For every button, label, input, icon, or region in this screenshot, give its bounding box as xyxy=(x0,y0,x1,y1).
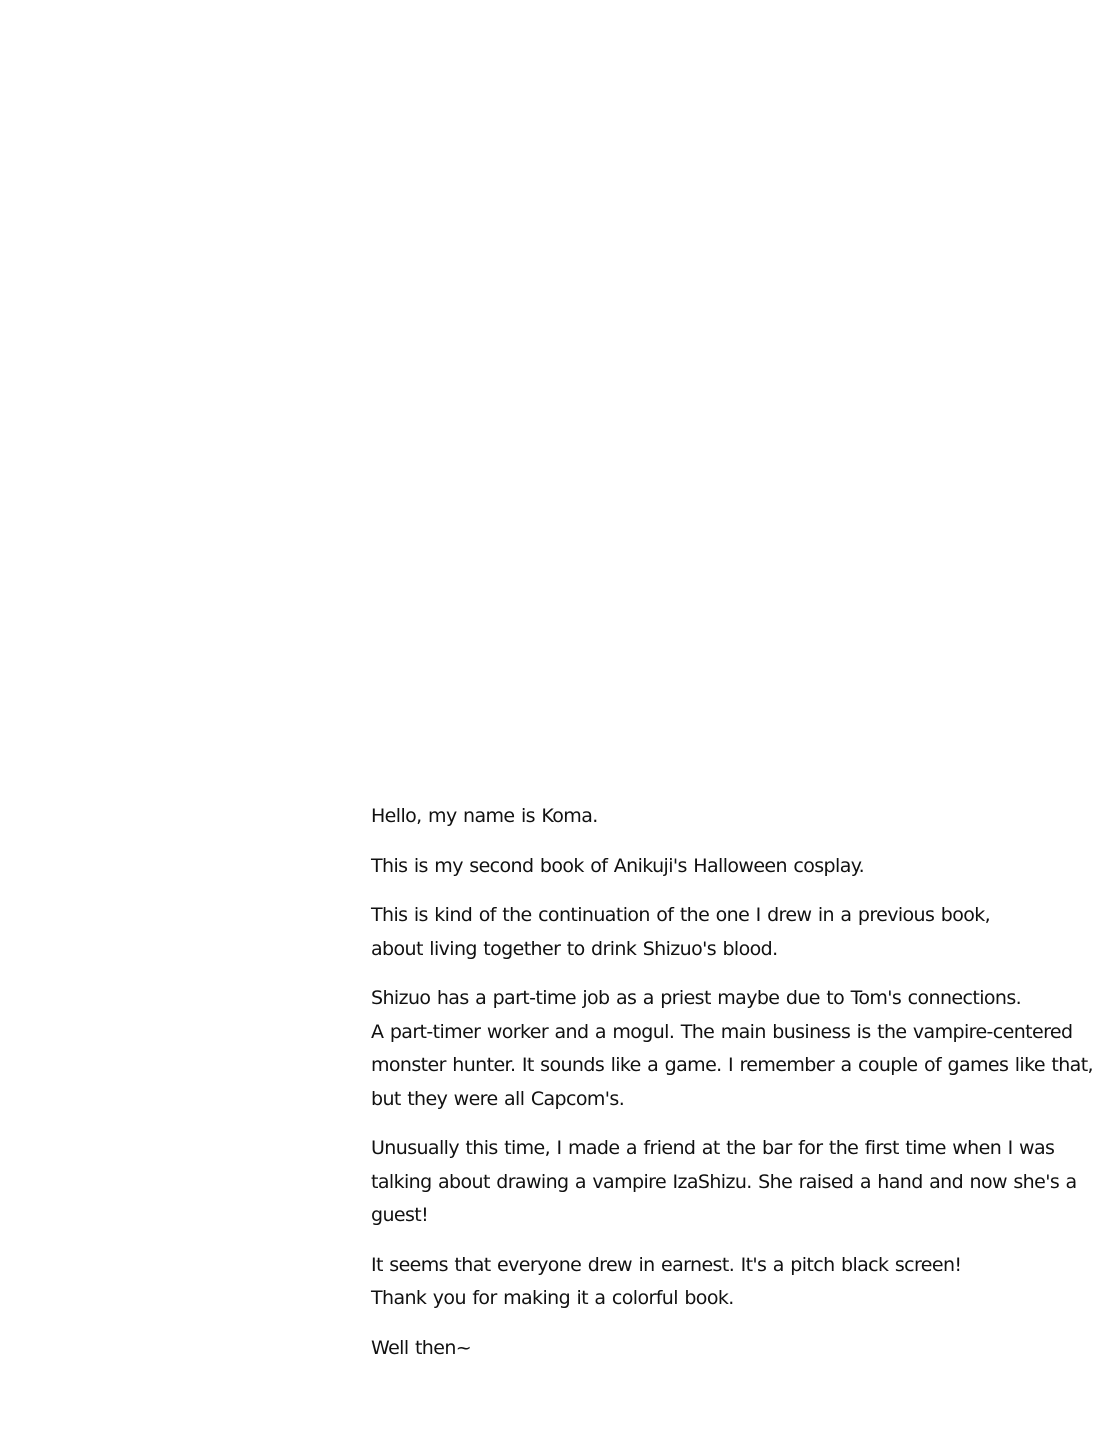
afterword-paragraph-2 xyxy=(371,850,971,884)
text-line: Hello, my name is Koma. xyxy=(371,805,598,827)
text-line: about living together to drink Shizuo's blood. xyxy=(371,937,778,960)
afterword-paragraph-6 xyxy=(371,1249,971,1316)
afterword-text-block xyxy=(371,800,1093,1381)
text-line: A part-timer worker and a mogul. The main business is the vampire-centered xyxy=(371,1020,1073,1043)
text-line: Well then~ xyxy=(371,1336,472,1359)
afterword-paragraph-1 xyxy=(371,800,971,834)
afterword-paragraph-7 xyxy=(371,1332,971,1366)
text-line: guest! xyxy=(371,1204,429,1226)
text-line: Thank you for making it a colorful book. xyxy=(371,1287,734,1309)
afterword-paragraph-5 xyxy=(371,1132,1077,1233)
afterword-paragraph-4 xyxy=(371,982,1093,1116)
text-line: Shizuo has a part-time job as a priest maybe due to Tom's connections. xyxy=(371,987,1022,1009)
text-line: talking about drawing a vampire IzaShizu. She raised a hand and now she's a xyxy=(371,1170,1077,1193)
text-line: Unusually this time, I made a friend at the bar for the first time when I was xyxy=(371,1137,1055,1159)
text-line: but they were all Capcom's. xyxy=(371,1087,625,1110)
text-line: monster hunter. It sounds like a game. I remember a couple of games like that, xyxy=(371,1054,1093,1076)
text-line: It seems that everyone drew in earnest. It's a pitch black screen! xyxy=(371,1253,962,1276)
text-line: This is kind of the continuation of the one I drew in a previous book, xyxy=(371,904,991,926)
text-line: This is my second book of Anikuji's Halloween cosplay. xyxy=(371,854,865,877)
afterword-paragraph-3 xyxy=(371,899,991,966)
